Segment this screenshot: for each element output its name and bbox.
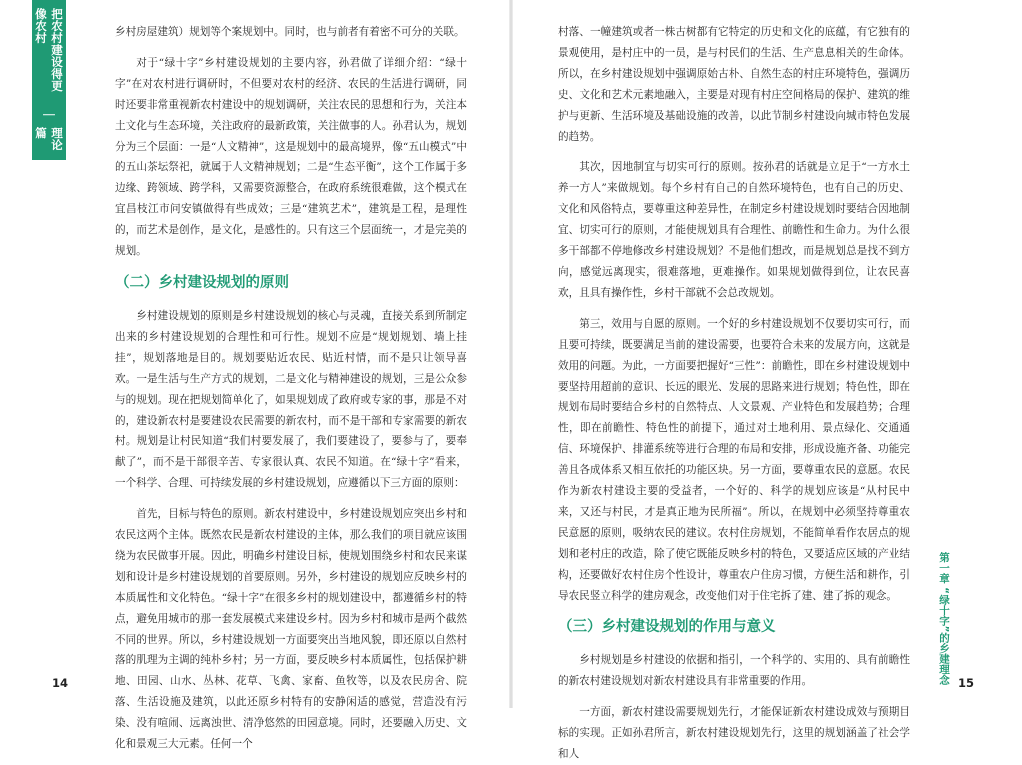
paragraph: 乡村规划是乡村建设的依据和指引，一个科学的、实用的、具有前瞻性的新农村建设规划对新农村建设具有非常重要的作用。 (558, 654, 910, 688)
page-number: 14 (52, 676, 69, 690)
left-page (0, 0, 511, 751)
paragraph: 一方面，新农村建设需要规划先行，才能保证新农村建设成效与预期目标的实现。正如孙君所言，新农村建设规划先行，这里的规划涵盖了社会学和人 (558, 706, 910, 761)
paragraph: 首先，目标与特色的原则。新农村建设中，乡村建设规划应突出乡村和农民这两个主体。既然农民是新农村建设的主体，那么我们的项目就应该围绕为农民做事开展。因此，明确乡村建设目标，使规划围绕乡村和农民来谋划和设计是乡村建设规划的首要原则。另外，乡村建设的规划应反映乡村的本质属性和文化特色。“绿十字”在很多乡村的规划建设中，都遵循乡村的特点，避免用城市的那一套发展模式来建设乡村。因为乡村和城市是两个截然不同的世界。所以，乡村建设规划一方面要突出当地风貌，即还原以自然村落的肌理为主调的纯朴乡村；另一方面，要反映乡村本质属性，包括保护耕地、田园、山水、丛林、花草、飞禽、家畜、鱼牧等，以及农民房舍、院落、生活设施及建筑，以此还原乡村特有的安静闲适的感觉，营造没有污染、没有喧闹、远离浊世、清净悠然的田园意境。同时，还要融入历史、文化和景观三大元素。任何一个 (115, 508, 467, 751)
left-text-column (115, 22, 467, 755)
paragraph: 乡村房屋建筑）规划等个案规划中。同时，也与前者有着密不可分的关联。 (115, 26, 465, 38)
right-text-column (558, 22, 910, 765)
side-tab-separator: ｜ (42, 109, 56, 122)
paragraph: 第三，效用与自愿的原则。一个好的乡村建设规划不仅要切实可行，而且要可持续，既要满足当前的建设需要，也要符合未来的发展方向，这就是效用的问题。为此，一方面要把握好“三性”：前瞻性，即在乡村建设规划中要坚持用超前的意识、长远的眼光、发展的思路来进行规划；特色性，即在规划布局时要结合乡村的自然特点、人文景观、产业特色和发展趋势；合理性，即在前瞻性、特色性的前提下，通过对土地利用、景点绿化、交通通信、环境保护、排灌系统等进行合理的布局和安排，形成设施齐备、功能完善且各成体系又相互依托的功能区块。另一方面，要尊重农民的意愿。农民作为新农村建设主要的受益者，一个好的、科学的规划应该是“从村民中来，又还与村民，才是真正地为民所福”。所以，在规划中必须坚持尊重农民意愿的原则，吸纳农民的建议。农村住房规划，不能简单看作农居点的规划和老村庄的改造，除了使它既能反映乡村的特色，又要适应区域的产业结构，还要做好农村住房个性设计，尊重农户住房习惯，方便生活和耕作，引导农民竖立科学的建房观念，改变他们对于住宅拆了建、建了拆的观念。 (558, 317, 910, 602)
paragraph: 村落、一幢建筑或者一株古树都有它特定的历史和文化的底蕴，有它独有的景观使用，是村庄中的一员，是与村民们的生活、生产息息相关的生命体。所以，在乡村建设规划中强调原始古朴、自然生态的村庄环境特色，强调历史、文化和艺术元素地融入，主要是对现有村庄空间格局的保护、建筑的维护与更新、生活环境及基础设施的改善，以此节制乡村建设向城市特色发展的趋势。 (558, 26, 910, 143)
chapter-side-label: 第一章 “绿十字”的乡建理念 (938, 552, 950, 685)
page-number: 15 (958, 676, 975, 690)
side-tab-title: 把农村建设得更像农村 (34, 8, 64, 92)
section-heading: （三）乡村建设规划的作用与意义 (558, 619, 776, 636)
side-tab-section: 理论篇 (34, 127, 64, 152)
section-side-tab (32, 0, 66, 160)
paragraph: 其次，因地制宜与切实可行的原则。按孙君的话就是立足于“一方水土养一方人”来做规划。每个乡村有自己的自然环境特色，也有自己的历史、文化和风俗特点，要尊重这种差异性，在制定乡村建设规划时要结合因地制宜、切实可行的原则，才能使规划具有合理性、前瞻性和生命力。为什么很多干部都不停地修改乡村建设规划？不是他们想改，而是规划总是找不到方向，感觉远离现实，很难落地，更难操作。如果规划做得到位，让农民喜欢，且具有操作性，乡村干部就不会总改规划。 (558, 161, 910, 299)
paragraph: 对于“绿十字”乡村建设规划的主要内容，孙君做了详细介绍：“绿十字”在对农村进行调研时，不但要对农村的经济、农民的生活进行调研，同时还要非常重视新农村建设中的规划调研，关注农民的思想和行为，关注本土文化与生态环境，关注政府的最新政策，关注做事的人。孙君认为，规划分为三个层面：一是“人文精神”，这是规划中的最高境界，像“五山模式”中的五山茶坛祭祀，就属于人文精神规划；二是“生态平衡”，这个工作属于多边缘、跨领域、跨学科，又需要资源整合，在政府系统很难做，这个模式在宜昌枝江市问安镇做得有些成效；三是“建筑艺术”，建筑是工程，是理性的，而艺术是创作，是文化，是感性的。只有这三个层面统一，才是完美的规划。 (115, 56, 467, 258)
paragraph: 乡村建设规划的原则是乡村建设规划的核心与灵魂，直接关系到所制定出来的乡村建设规划的合理性和可行性。规划不应是“规划规划、墙上挂挂”，规划落地是目的。规划要贴近农民、贴近村情，而不是只让领导喜欢。一是生活与生产方式的规划，二是文化与精神建设的规划，三是公众参与的规划。现在把规划简单化了，如果规划成了政府或专家的事，那是不对的，建设新农村是要建设农民需要的新农村，而不是干部和专家需要的新农村。规划是让村民知道“我们村要发展了，我们要建设了，要参与了，要奉献了”，而不是干部很辛苦、专家很认真、农民不知道。在“绿十字”看来，一个科学、合理、可持续发展的乡村建设规划，应遵循以下三方面的原则： (115, 309, 467, 490)
section-heading: （二）乡村建设规划的原则 (115, 274, 289, 291)
